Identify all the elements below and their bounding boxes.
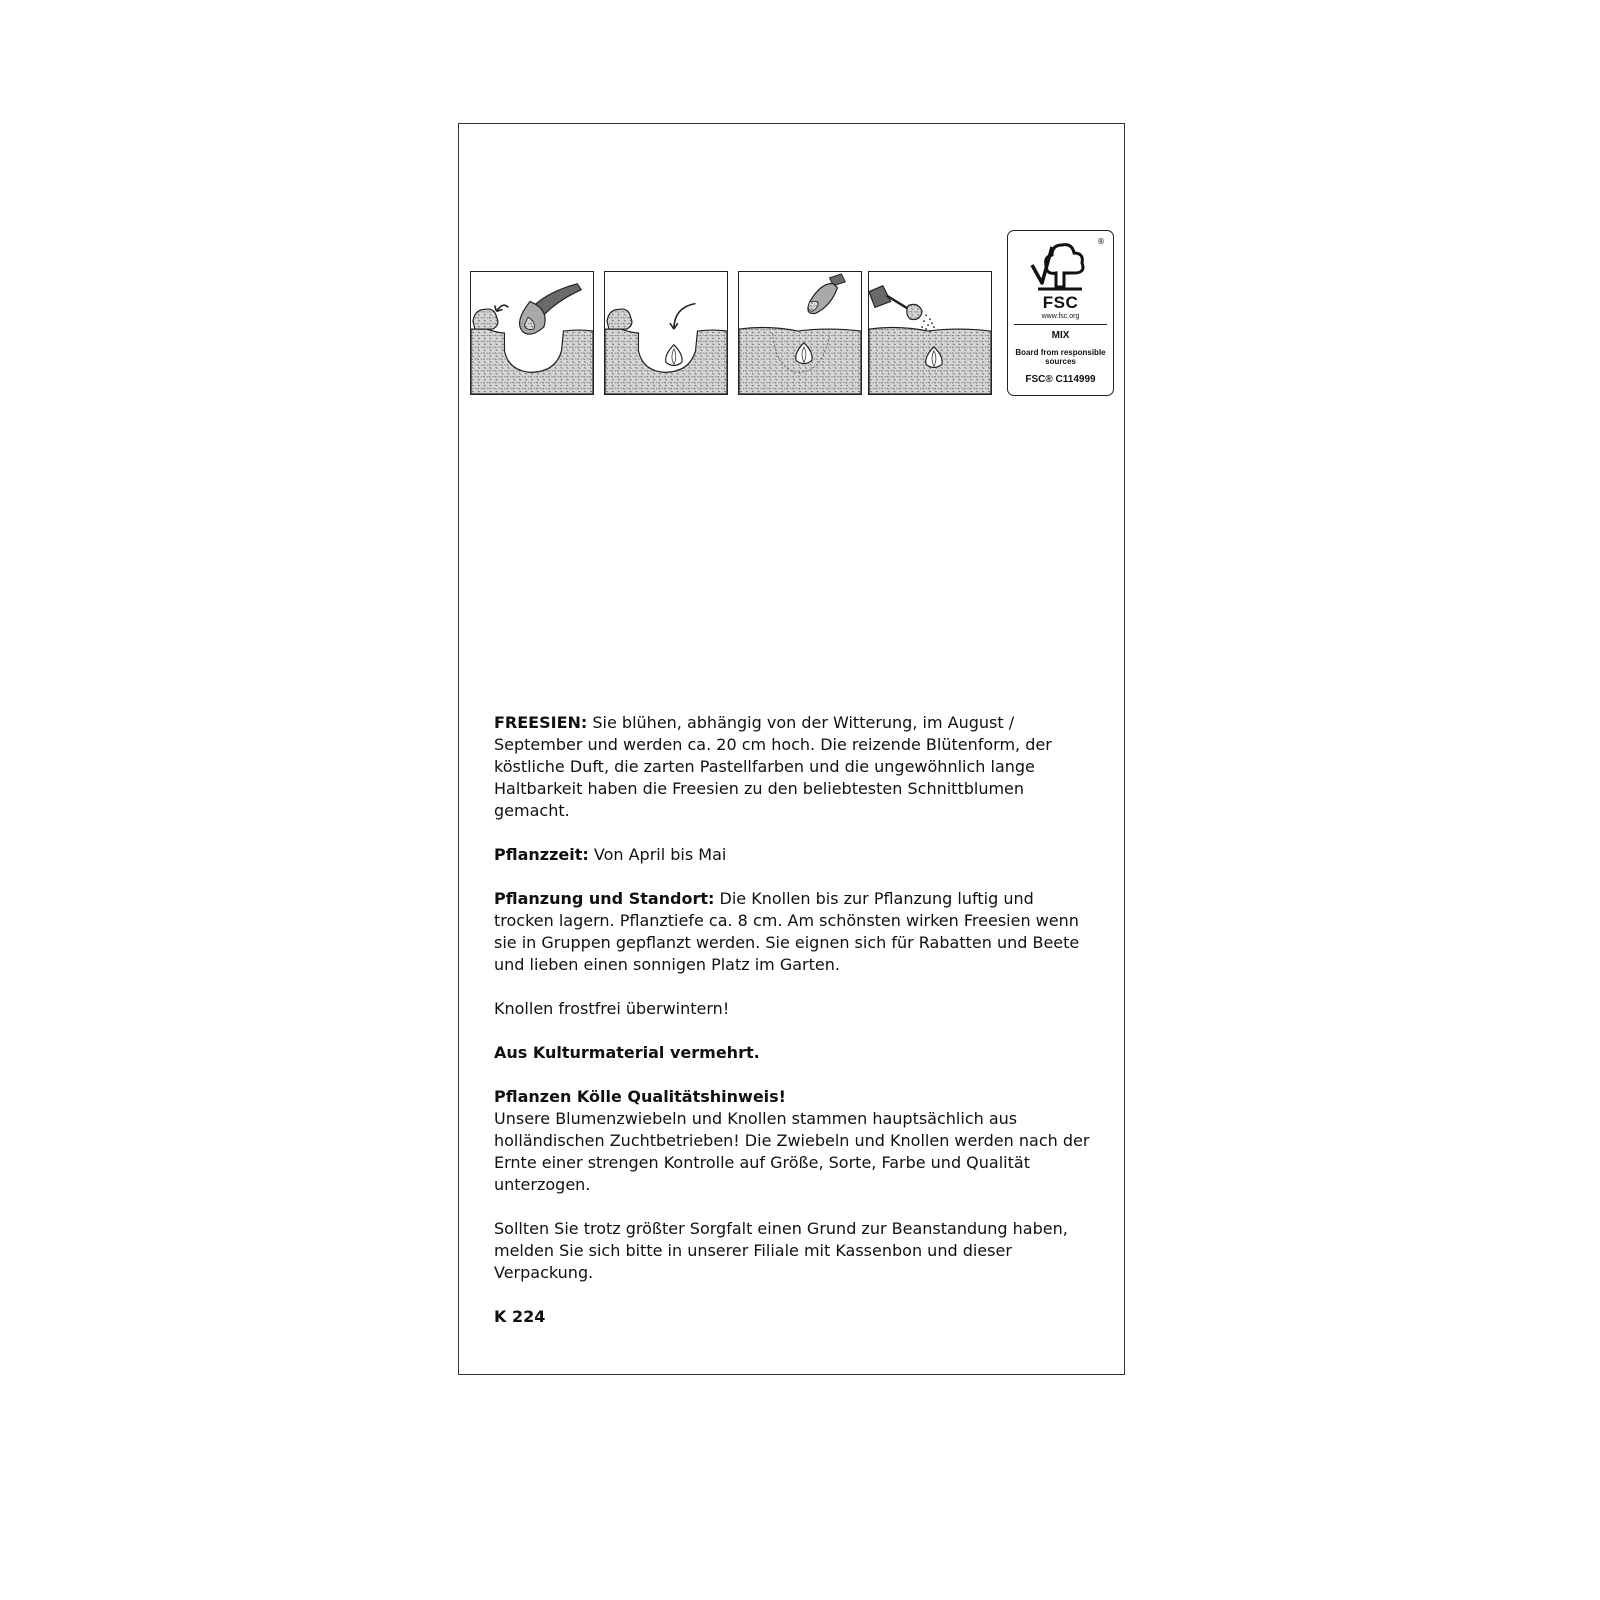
package-back-panel: [458, 123, 1125, 1375]
fsc-url: www.fsc.org: [1041, 313, 1080, 320]
quality-title: Pflanzen Kölle Qualitätshinweis!: [494, 1087, 786, 1106]
article-code: K 224: [494, 1307, 546, 1326]
fsc-license-code: FSC® C114999: [1025, 374, 1096, 385]
planting-location-body: Die Knollen bis zur Pflanzung luftig und trocken lagern. Pflanztiefe ca. 8 cm. Am schönsten wirken Freesien wenn sie in Gruppen gepflanzt werden. Sie eignen sich für Rabatten und Beete und lieben einen sonnigen Platz im Garten.: [494, 889, 1080, 974]
planting-time-body: Von April bis Mai: [588, 845, 727, 864]
fsc-board-text: Board from responsible sources: [1015, 348, 1106, 366]
planting-time-label: Pflanzzeit:: [494, 845, 589, 864]
fsc-mix-label: MIX: [1051, 330, 1070, 341]
fsc-tree-checkmark-icon: [1028, 239, 1092, 295]
intro-body: Sie blühen, abhängig von der Witterung, im August / September und werden ca. 20 cm hoch. Die reizende Blütenform, der köstliche Duft, die zarten Pastellfarben und die ungewöhnlich lange Haltbarkeit haben die Freesien zu den beliebtesten Schnittblumen gemacht.: [494, 713, 1052, 820]
step-water-illustration: [868, 271, 992, 395]
step-cover-soil-illustration: [738, 271, 862, 395]
step-dig-hole-illustration: [470, 271, 594, 395]
fsc-registered-mark: ®: [1097, 237, 1105, 246]
quality-body: Unsere Blumenzwiebeln und Knollen stammen hauptsächlich aus holländischen Zuchtbetrieben! Die Zwiebeln und Knollen werden nach der Ernte einer strengen Kontrolle auf Größe, Sorte, Farbe und Qualität unterzogen.: [494, 1109, 1090, 1194]
planting-location-paragraph: [494, 888, 1094, 976]
complaint-paragraph: Sollten Sie trotz größter Sorgfalt einen Grund zur Beanstandung haben, melden Sie sich bitte in unserer Filiale mit Kassenbon und dieser Verpackung.: [494, 1219, 1068, 1282]
culture-note: Aus Kulturmaterial vermehrt.: [494, 1043, 760, 1062]
quality-paragraph: [494, 1086, 1094, 1196]
intro-label: FREESIEN:: [494, 713, 588, 732]
article-code-paragraph: [494, 1306, 1094, 1328]
fsc-brand: FSC: [1042, 293, 1079, 312]
planting-time-paragraph: [494, 844, 1094, 866]
fsc-divider: [1014, 324, 1107, 325]
step-place-bulb-illustration: [604, 271, 728, 395]
culture-paragraph: [494, 1042, 1094, 1064]
product-description: [494, 712, 1094, 1328]
winter-note: Knollen frostfrei überwintern!: [494, 999, 730, 1018]
fsc-certification-logo: [1007, 230, 1114, 396]
planting-location-label: Pflanzung und Standort:: [494, 889, 715, 908]
intro-paragraph: [494, 712, 1094, 822]
